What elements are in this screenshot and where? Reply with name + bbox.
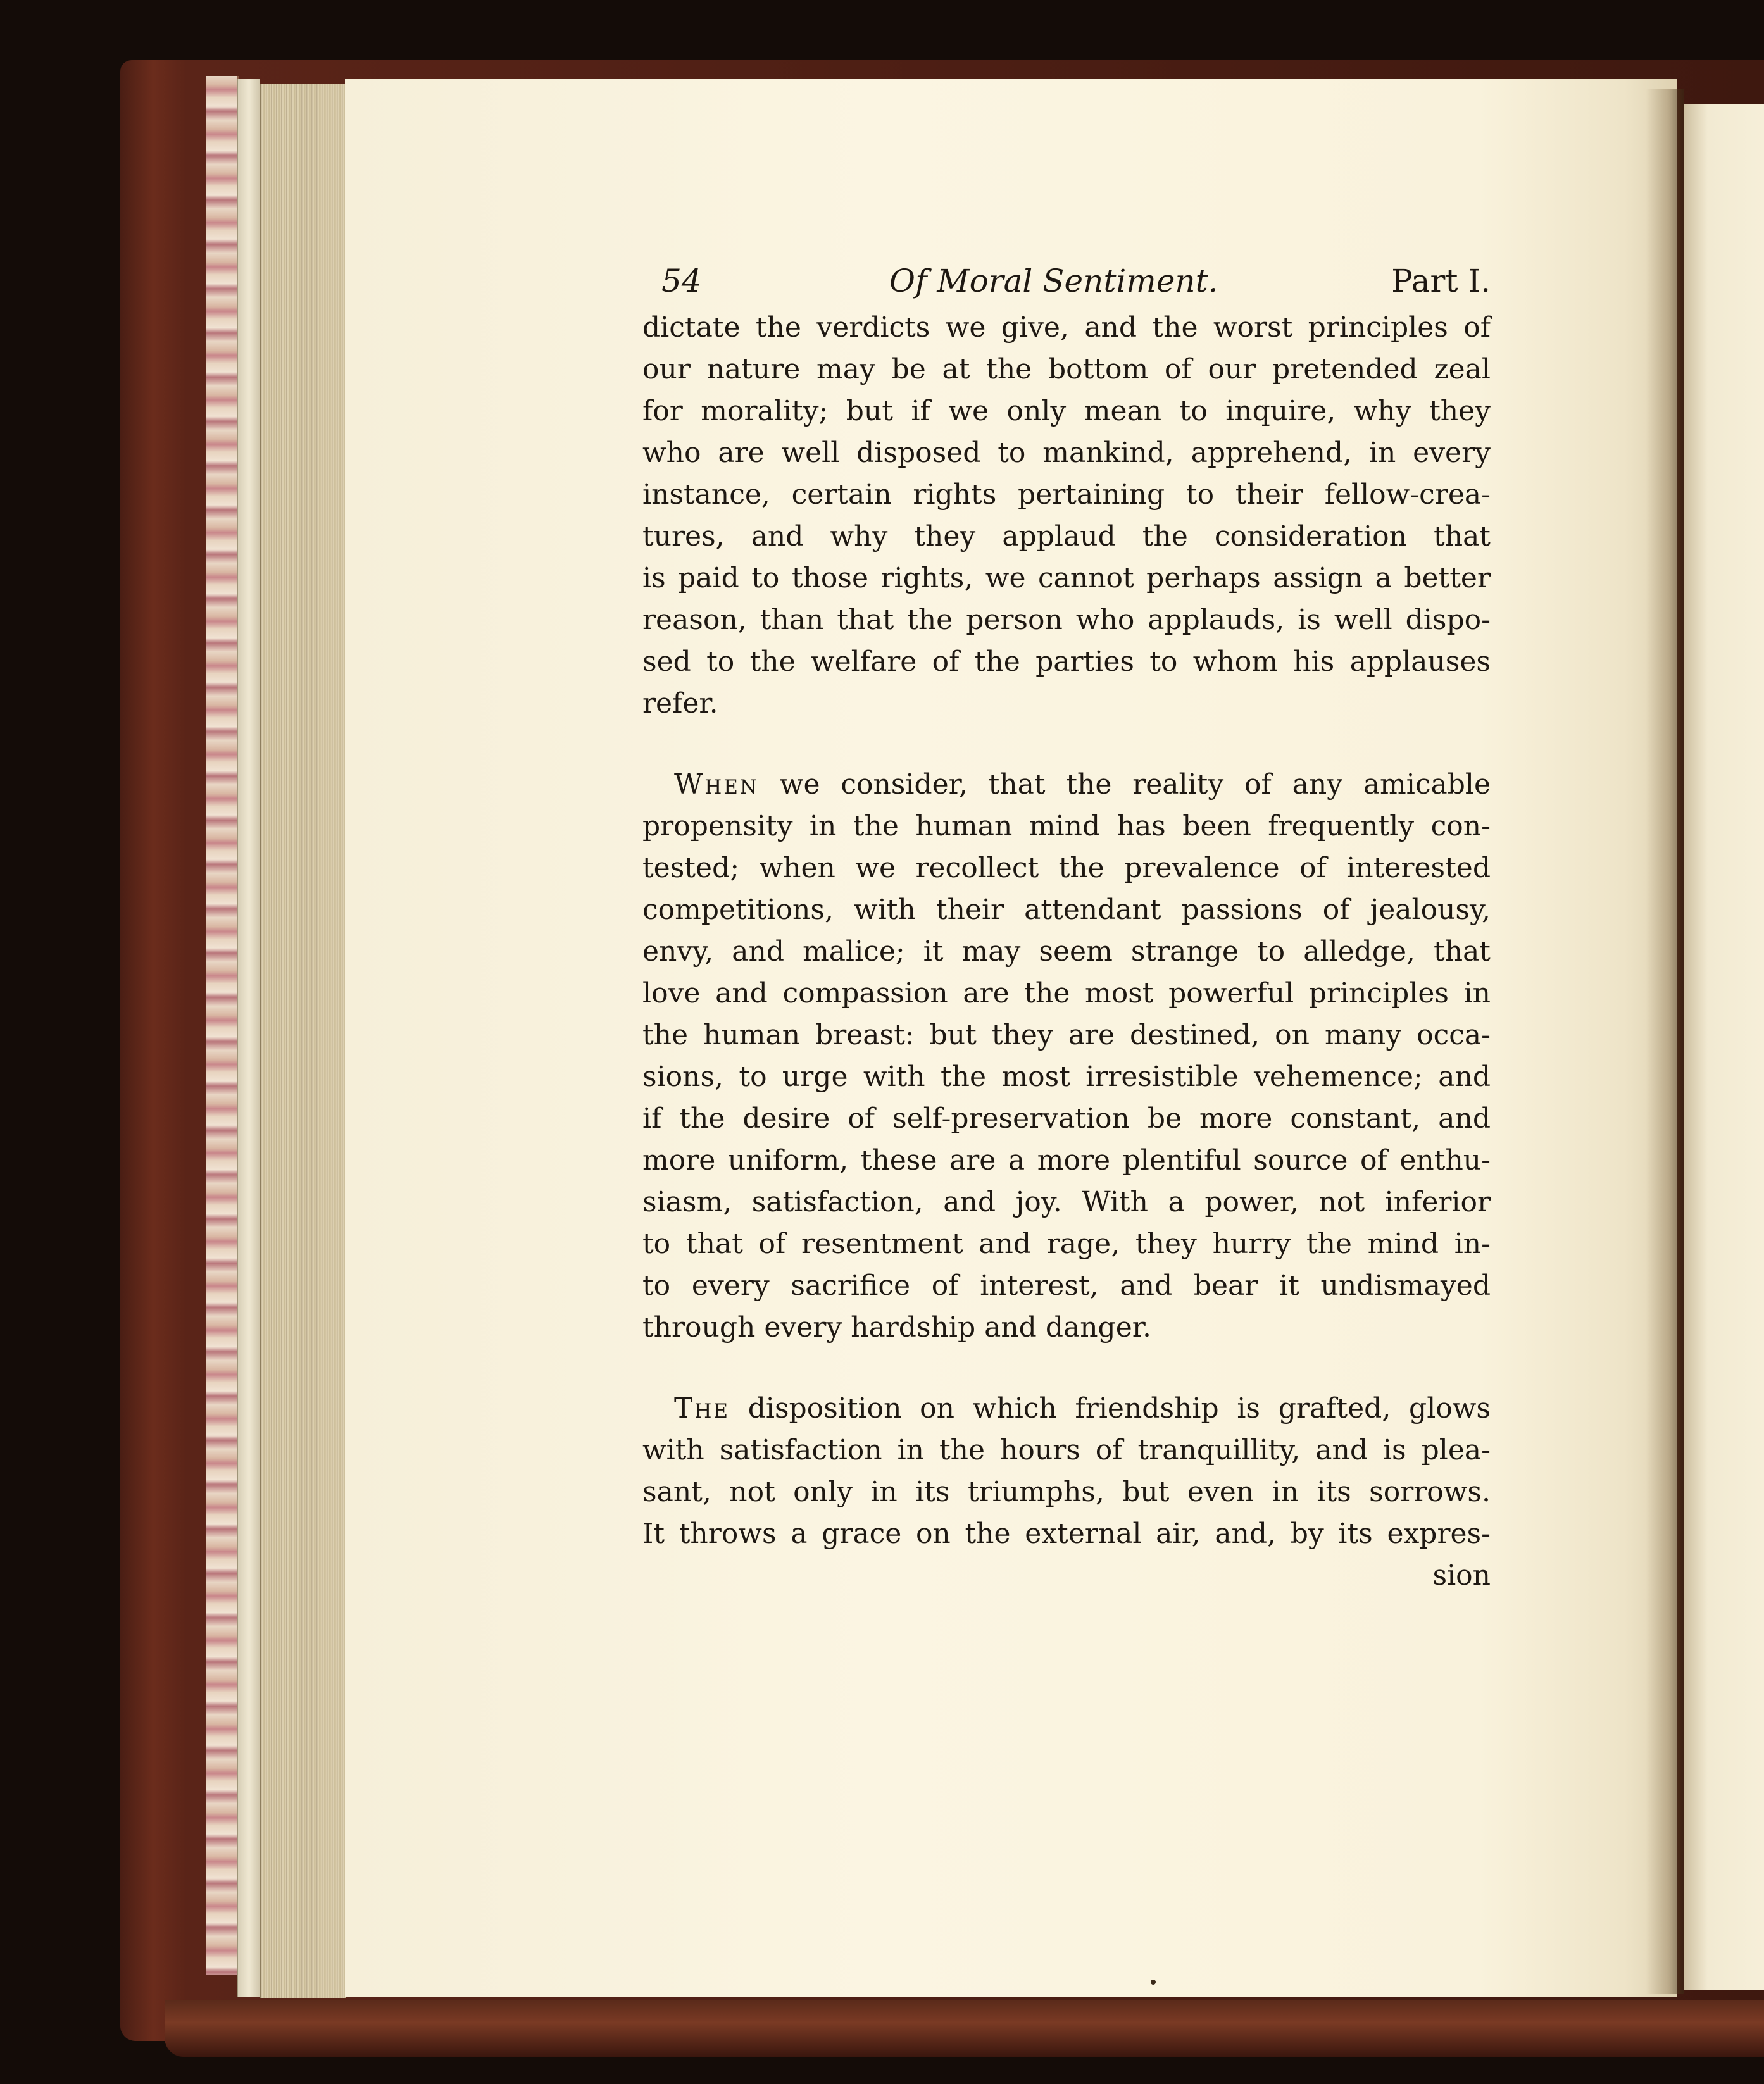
opening-word: The [674, 1392, 730, 1425]
facing-page-edge [1684, 104, 1764, 1990]
text-line [642, 764, 1491, 806]
text-line: competitions, with their attendant passions of jealousy, [642, 894, 1491, 926]
text-line: propensity in the human mind has been frequently con- [642, 810, 1491, 842]
marbled-endpaper [206, 76, 239, 1975]
text-line: tures, and why they applaud the consideration that [642, 520, 1491, 552]
page-stack-edges [260, 84, 346, 1998]
binding-bottom-edge [165, 2000, 1764, 2057]
text-line [642, 1388, 1491, 1430]
text-line: with satisfaction in the hours of tranquillity, and is plea- [642, 1434, 1491, 1466]
line-text: we consider, that the reality of any amicable [759, 768, 1491, 801]
text-line: more uniform, these are a more plentiful source of enthu- [642, 1144, 1491, 1176]
ink-speck [1151, 1980, 1156, 1985]
catchword: sion [1432, 1559, 1491, 1592]
text-line: dictate the verdicts we give, and the worst principles of [642, 311, 1491, 344]
text-line: is paid to those rights, we cannot perhaps assign a better [642, 562, 1491, 594]
page-number: 54 [661, 263, 702, 299]
text-line: envy, and malice; it may seem strange to alledge, that [642, 935, 1491, 968]
paragraph-2 [642, 764, 1491, 1349]
text-line: sed to the welfare of the parties to whom his applauses [642, 646, 1491, 678]
text-block [642, 250, 1491, 1597]
opening-word: When [674, 768, 760, 801]
text-line: love and compassion are the most powerful principles in [642, 977, 1491, 1009]
paragraph-1 [642, 307, 1491, 725]
line-text: disposition on which friendship is grafted, glows [730, 1392, 1491, 1425]
text-line: refer. [642, 687, 718, 720]
running-head [642, 250, 1491, 307]
paragraph-3 [642, 1388, 1491, 1597]
text-line: reason, than that the person who applauds, is well dispo- [642, 604, 1491, 636]
text-line: sions, to urge with the most irresistible vehemence; and [642, 1061, 1491, 1093]
text-line: tested; when we recollect the prevalence of interested [642, 852, 1491, 884]
text-line: instance, certain rights pertaining to their fellow-crea- [642, 478, 1491, 511]
text-line: sant, not only in its triumphs, but even in its sorrows. [642, 1476, 1491, 1508]
text-line: to that of resentment and rage, they hurry the mind in- [642, 1228, 1491, 1260]
text-line: if the desire of self-preservation be more constant, and [642, 1102, 1491, 1135]
text-line: It throws a grace on the external air, and, by its expres- [642, 1518, 1491, 1550]
text-line: to every sacrifice of interest, and bear it undismayed [642, 1270, 1491, 1302]
page-fore-edge [237, 79, 260, 1997]
text-line: our nature may be at the bottom of our pretended zeal [642, 353, 1491, 385]
gutter-shadow [1646, 89, 1684, 1994]
part-label: Part I. [1391, 263, 1491, 299]
text-line: for morality; but if we only mean to inquire, why they [642, 395, 1491, 427]
text-line: who are well disposed to mankind, apprehend, in every [642, 437, 1491, 469]
text-line: through every hardship and danger. [642, 1311, 1151, 1344]
text-line: the human breast: but they are destined, on many occa- [642, 1019, 1491, 1051]
running-title: Of Moral Sentiment. [889, 263, 1218, 299]
text-line: siasm, satisfaction, and joy. With a power, not inferior [642, 1186, 1491, 1218]
